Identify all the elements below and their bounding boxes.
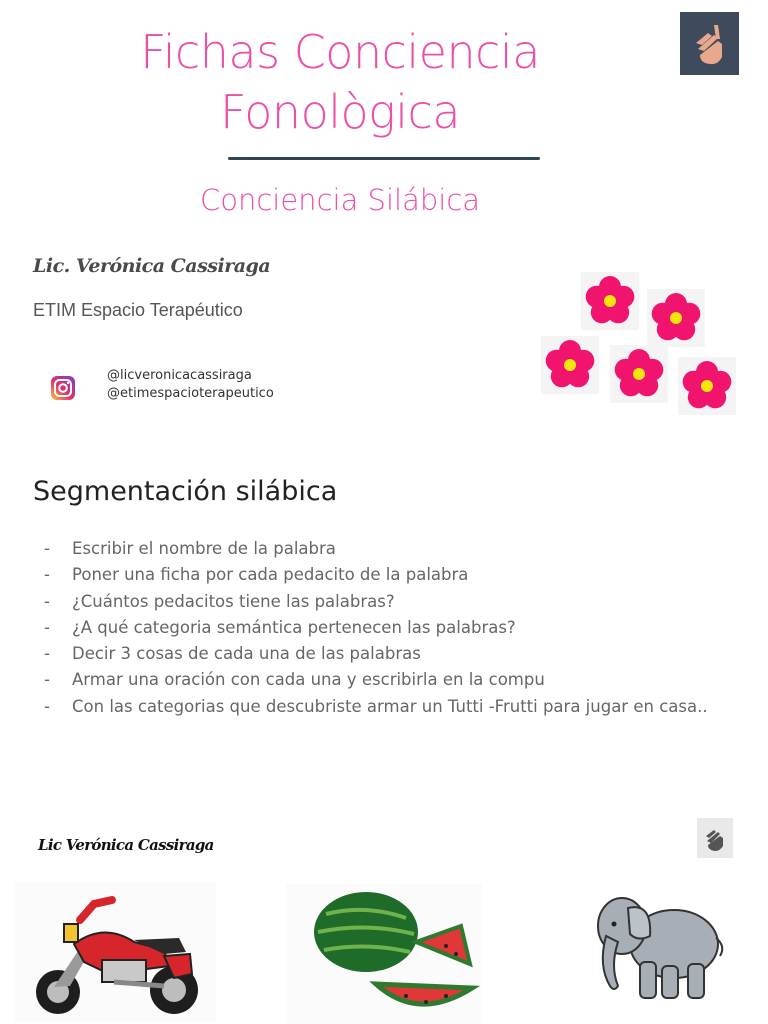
section-title: Segmentación silábica [33,476,338,507]
list-item: - ¿A qué categoria semántica pertenecen las palabras? [44,617,516,637]
hand-logo-icon [697,818,733,858]
footer-author: Lic Verónica Cassiraga [38,836,214,854]
instruction-list [40,536,720,720]
title-divider [228,157,540,160]
list-item: - Poner una ficha por cada pedacito de la palabra [44,565,469,585]
flower-icon [647,289,705,347]
instagram-handle[interactable]: @etimespacioterapeutico [107,386,274,401]
author-name: Lic. Verónica Cassiraga [33,255,271,277]
flowers-decoration [540,270,740,420]
list-item: - Escribir el nombre de la palabra [44,539,336,558]
elephant-image [592,886,732,1006]
list-item: - ¿Cuántos pedacitos tiene las palabras? [44,591,395,611]
list-item: - Armar una oración con cada una y escribirla en la compu [44,670,545,690]
page-title [90,22,590,142]
instagram-handle[interactable]: @licveronicacassiraga [107,368,252,383]
flower-icon [678,357,736,415]
flower-icon [610,345,668,403]
page-subtitle: Conciencia Silábica [199,183,481,217]
motorcycle-image [14,882,216,1022]
list-item: - Con las categorias que descubriste armar un Tutti -Frutti para jugar en casa.. [44,696,708,716]
flower-icon [541,336,599,394]
flower-icon [581,272,639,330]
list-item: - Decir 3 cosas de cada una de las palabras [44,644,421,664]
title-line-1: Fichas Conciencia [140,25,540,79]
instagram-icon [50,374,76,402]
hand-logo-icon [680,12,739,75]
watermelon-image [286,884,482,1024]
organization-name: ETIM Espacio Terapéutico [33,300,243,320]
title-line-2: Fonològica [219,85,461,139]
